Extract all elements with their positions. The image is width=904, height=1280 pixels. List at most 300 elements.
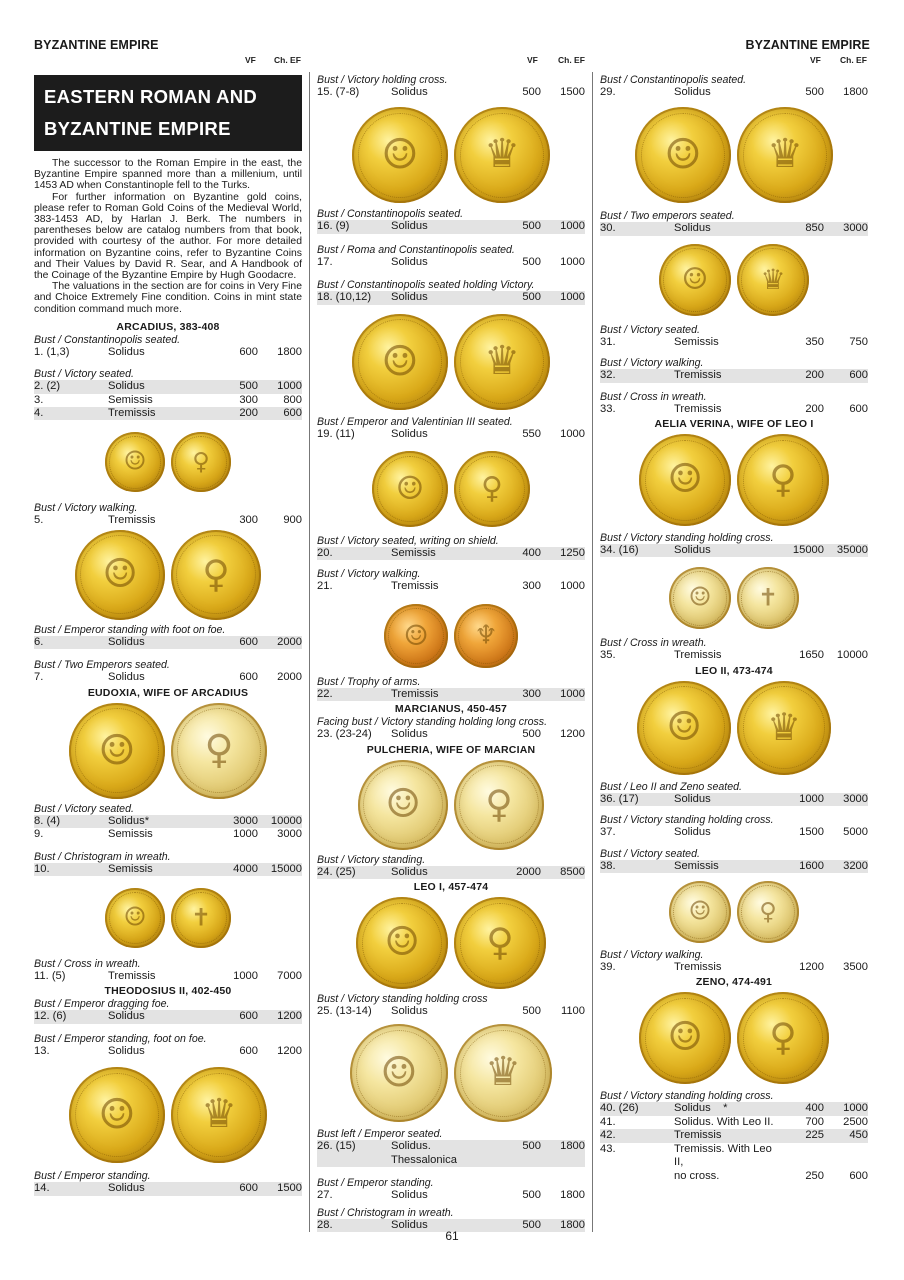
coin-description: Bust / Christogram in wreath. xyxy=(317,1206,454,1219)
price-vf: 1500 xyxy=(799,826,824,839)
denomination: Solidus* xyxy=(108,814,150,827)
catalog-number: 27. xyxy=(317,1189,333,1202)
coin-photo-pair xyxy=(317,107,585,203)
intro-paragraph-2: For further information on Byzantine gold coins, please refer to Roman Gold Coins of the Medieval World, 383-1453 AD, by Harlan J. Berk. The numbers in parentheses below are catalog numbers from that book, provided with courtesy of the author. For more detailed information on Byzantine coins, refer to Byzantine Coins and Their Values by David R. Sear, and A Handbook of the Coinage of the Byzantine Empire by Hugh Goodacre. xyxy=(34,191,302,282)
denomination: Solidus. With Leo II. xyxy=(674,1115,774,1128)
col2-vf-label: VF xyxy=(527,55,538,65)
denomination: Tremissis xyxy=(674,1129,722,1142)
denomination: Solidus xyxy=(108,671,145,684)
price-ef: 3000 xyxy=(843,222,868,235)
coin-obverse-image: ☺ xyxy=(356,897,448,989)
catalog-number: 41. xyxy=(600,1115,616,1128)
coin-photo-pair xyxy=(600,434,868,526)
column-3 xyxy=(600,74,868,1183)
coin-description: Bust / Cross in wreath. xyxy=(600,637,707,650)
table-row xyxy=(600,544,868,557)
denomination: Tremissis xyxy=(391,580,439,593)
denomination-continued: no cross. xyxy=(674,1169,720,1182)
coin-description: Bust / Victory standing holding cross xyxy=(317,993,488,1006)
coin-obverse-image: ☺ xyxy=(635,107,731,203)
catalog-number: 26. (15) xyxy=(317,1140,356,1153)
price-vf: 3000 xyxy=(233,814,258,827)
coin-obverse-image: ☺ xyxy=(659,244,731,316)
coin-description: Bust / Emperor standing. xyxy=(34,1170,151,1183)
coin-description: Bust / Two Emperors seated. xyxy=(34,659,170,672)
catalog-number: 31. xyxy=(600,335,616,348)
table-row xyxy=(600,403,868,416)
price-vf: 300 xyxy=(522,687,541,700)
ruler-heading: MARCIANUS, 450-457 xyxy=(394,703,508,716)
catalog-number: 16. (9) xyxy=(317,220,350,233)
coin-obverse-image: ☺ xyxy=(352,314,448,410)
table-row xyxy=(317,866,585,879)
coin-photo-pair xyxy=(600,992,868,1084)
catalog-number: 38. xyxy=(600,859,616,872)
price-vf: 300 xyxy=(239,393,258,406)
table-row xyxy=(600,1170,868,1183)
coin-description: Facing bust / Victory standing holding long cross. xyxy=(317,716,548,729)
ruler-heading: AELIA VERINA, WIFE OF LEO I xyxy=(654,418,814,431)
col1-ef-label: Ch. EF xyxy=(274,55,301,65)
denomination: Solidus xyxy=(674,86,711,98)
price-ef: 2000 xyxy=(277,671,302,684)
price-ef: 600 xyxy=(849,402,868,415)
table-row xyxy=(600,1129,868,1142)
price-vf: 1600 xyxy=(799,859,824,872)
catalog-number: 21. xyxy=(317,580,333,593)
coin-description: Bust / Victory walking. xyxy=(600,357,704,370)
price-ef: 450 xyxy=(849,1129,868,1142)
price-ef: 1500 xyxy=(277,1182,302,1195)
catalog-number: 1. (1,3) xyxy=(34,345,70,358)
catalog-number: 34. (16) xyxy=(600,544,639,557)
coin-description: Bust / Victory seated. xyxy=(34,802,134,815)
catalog-number: 25. (13-14) xyxy=(317,1005,372,1018)
table-row xyxy=(317,220,585,233)
coin-description: Bust / Emperor standing. xyxy=(317,1177,434,1190)
catalog-number: 36. (17) xyxy=(600,792,639,805)
coin-reverse-image: ✝ xyxy=(737,567,799,629)
catalog-number: 30. xyxy=(600,222,616,235)
price-ef: 2000 xyxy=(277,635,302,648)
price-ef: 1000 xyxy=(277,380,302,393)
coin-photo-pair xyxy=(34,530,302,620)
coin-description: Bust / Christogram in wreath. xyxy=(34,850,171,863)
table-row xyxy=(34,1010,302,1023)
coin-reverse-image: ♀ xyxy=(737,881,799,943)
table-row xyxy=(600,649,868,662)
price-ef: 1000 xyxy=(560,291,585,304)
table-row xyxy=(600,961,868,974)
ruler-heading: ARCADIUS, 383-408 xyxy=(116,320,220,333)
price-ef: 1100 xyxy=(560,1005,585,1018)
price-ef: 800 xyxy=(283,393,302,406)
denomination: Solidus xyxy=(674,792,711,805)
catalog-number: 39. xyxy=(600,961,616,974)
ruler-heading: LEO II, 473-474 xyxy=(695,664,773,677)
coin-photo-pair xyxy=(34,432,302,492)
price-ef: 2500 xyxy=(843,1115,868,1128)
coin-description: Bust / Victory walking. xyxy=(600,949,704,962)
denomination: Tremissis xyxy=(674,961,722,974)
coin-obverse-image: ☺ xyxy=(69,1067,165,1163)
coin-photo-pair xyxy=(34,888,302,948)
coin-obverse-image: ☺ xyxy=(105,888,165,948)
coin-photo-pair xyxy=(600,107,868,203)
price-vf: 700 xyxy=(805,1115,824,1128)
price-ef: 5000 xyxy=(843,826,868,839)
table-row xyxy=(600,1102,868,1115)
ruler-heading: EUDOXIA, WIFE OF ARCADIUS xyxy=(87,686,249,699)
price-ef: 1800 xyxy=(843,86,868,98)
price-ef: 1800 xyxy=(560,1140,585,1153)
table-row xyxy=(600,369,868,382)
price-vf: 600 xyxy=(239,635,258,648)
coin-obverse-image: ☺ xyxy=(372,451,448,527)
catalog-number: 9. xyxy=(34,828,44,841)
table-row xyxy=(600,793,868,806)
catalog-number: 28. xyxy=(317,1218,333,1231)
coin-reverse-image: ♛ xyxy=(171,1067,267,1163)
ruler-heading: THEODOSIUS II, 402-450 xyxy=(104,985,232,998)
running-head-left: BYZANTINE EMPIRE xyxy=(34,38,159,52)
denomination: Tremissis. With Leo II, xyxy=(674,1142,772,1169)
denomination: Solidus xyxy=(108,1044,145,1057)
coin-reverse-image: ♛ xyxy=(737,107,833,203)
coin-reverse-image: ♛ xyxy=(454,107,550,203)
table-row xyxy=(34,394,302,407)
table-row xyxy=(600,1143,868,1170)
price-vf: 225 xyxy=(805,1129,824,1142)
table-row xyxy=(317,580,585,593)
price-vf: 15000 xyxy=(792,544,824,557)
price-vf: 300 xyxy=(522,580,541,593)
denomination: Solidus xyxy=(391,86,428,98)
price-vf: 600 xyxy=(239,1044,258,1057)
price-vf: 600 xyxy=(239,1182,258,1195)
coin-description: Bust / Constantinopolis seated. xyxy=(600,74,747,86)
price-vf: 250 xyxy=(805,1169,824,1182)
denomination: Solidus. Thessalonica xyxy=(391,1140,457,1166)
coin-description: Bust / Leo II and Zeno seated. xyxy=(600,780,742,793)
denomination: Solidus xyxy=(391,865,428,878)
denomination: Solidus xyxy=(391,1005,428,1018)
table-row xyxy=(317,86,585,99)
denomination: Solidus xyxy=(391,728,428,741)
table-row xyxy=(317,1189,585,1202)
coin-reverse-image: ♛ xyxy=(737,244,809,316)
price-vf: 500 xyxy=(522,1005,541,1018)
coin-obverse-image: ☺ xyxy=(637,681,731,775)
table-row xyxy=(34,815,302,828)
col2-ef-label: Ch. EF xyxy=(558,55,585,65)
coin-description: Bust / Victory seated. xyxy=(600,323,700,336)
coin-photo-pair xyxy=(317,1024,585,1122)
price-ef: 1200 xyxy=(277,1044,302,1057)
price-ef: 600 xyxy=(849,1169,868,1182)
price-ef: 3200 xyxy=(843,859,868,872)
coin-description: Bust / Victory walking. xyxy=(317,568,421,581)
coin-description: Bust / Victory standing holding cross. xyxy=(600,532,774,545)
coin-description: Bust / Cross in wreath. xyxy=(600,390,707,403)
catalog-number: 42. xyxy=(600,1129,616,1142)
denomination: Semissis xyxy=(108,862,153,875)
coin-reverse-image: ✝ xyxy=(171,888,231,948)
price-ef: 1250 xyxy=(560,547,585,560)
denomination: Solidus * xyxy=(674,1102,728,1115)
col3-ef-label: Ch. EF xyxy=(840,55,867,65)
catalog-number: 13. xyxy=(34,1044,50,1057)
coin-reverse-image: ♛ xyxy=(454,314,550,410)
price-ef: 900 xyxy=(283,514,302,527)
catalog-number: 24. (25) xyxy=(317,865,356,878)
table-row xyxy=(600,336,868,349)
denomination: Solidus xyxy=(391,220,428,233)
coin-reverse-image: ♛ xyxy=(737,681,831,775)
price-vf: 500 xyxy=(805,86,824,98)
coin-reverse-image: ♆ xyxy=(454,604,518,668)
denomination: Semissis xyxy=(108,828,153,841)
catalog-number: 40. (26) xyxy=(600,1102,639,1115)
price-vf: 500 xyxy=(239,380,258,393)
table-row xyxy=(600,860,868,873)
coin-description: Bust / Emperor dragging foe. xyxy=(34,998,170,1011)
coin-description: Bust / Trophy of arms. xyxy=(317,675,421,688)
catalog-number: 37. xyxy=(600,826,616,839)
coin-photo-pair xyxy=(317,604,585,668)
catalog-number: 3. xyxy=(34,393,44,406)
table-row xyxy=(34,407,302,420)
denomination: Semissis xyxy=(674,859,719,872)
denomination: Semissis xyxy=(391,547,436,560)
ruler-heading: ZENO, 474-491 xyxy=(695,976,773,989)
denomination: Solidus xyxy=(391,291,428,304)
price-vf: 500 xyxy=(522,1140,541,1153)
table-row xyxy=(34,671,302,684)
coin-reverse-image: ♀ xyxy=(171,530,261,620)
coin-reverse-image: ♀ xyxy=(171,703,267,799)
price-vf: 600 xyxy=(239,345,258,358)
table-row xyxy=(600,86,868,99)
coin-description: Bust / Roma and Constantinopolis seated. xyxy=(317,243,515,256)
catalog-number: 17. xyxy=(317,255,333,268)
price-ef: 1200 xyxy=(277,1010,302,1023)
coin-photo-pair xyxy=(600,244,868,316)
price-ef: 1800 xyxy=(277,345,302,358)
catalog-number: 7. xyxy=(34,671,44,684)
table-row xyxy=(317,1140,585,1167)
table-row xyxy=(34,1045,302,1058)
section-title xyxy=(34,75,302,151)
table-row xyxy=(34,828,302,841)
price-vf: 300 xyxy=(239,514,258,527)
table-row xyxy=(317,547,585,560)
denomination: Tremissis xyxy=(674,402,722,415)
catalog-number: 5. xyxy=(34,514,44,527)
coin-obverse-image: ☺ xyxy=(358,760,448,850)
catalog-number: 22. xyxy=(317,687,333,700)
coin-photo-pair xyxy=(317,760,585,850)
price-vf: 850 xyxy=(805,222,824,235)
catalog-number: 18. (10,12) xyxy=(317,291,372,304)
price-vf: 2000 xyxy=(516,865,541,878)
column-1 xyxy=(34,50,302,1196)
denomination: Tremissis xyxy=(108,514,156,527)
price-ef: 35000 xyxy=(836,544,868,557)
table-row xyxy=(317,688,585,701)
denomination: Solidus xyxy=(108,1010,145,1023)
coin-description: Bust / Constantinopolis seated holding Victory. xyxy=(317,279,535,292)
coin-reverse-image: ♀ xyxy=(454,897,546,989)
price-vf: 500 xyxy=(522,255,541,268)
table-row xyxy=(34,970,302,983)
coin-reverse-image: ♀ xyxy=(737,992,829,1084)
denomination: Solidus xyxy=(674,222,711,235)
column-2 xyxy=(317,74,585,1232)
catalog-number: 33. xyxy=(600,402,616,415)
coin-photo-pair xyxy=(600,881,868,943)
price-vf: 500 xyxy=(522,291,541,304)
table-row xyxy=(317,1005,585,1018)
catalog-number: 6. xyxy=(34,635,44,648)
coin-obverse-image: ☺ xyxy=(69,703,165,799)
coin-description: Bust / Emperor standing, foot on foe. xyxy=(34,1032,207,1045)
coin-photo-pair xyxy=(600,681,868,775)
price-ef: 600 xyxy=(283,407,302,420)
catalog-number: 8. (4) xyxy=(34,814,61,827)
price-vf: 4000 xyxy=(233,862,258,875)
table-row xyxy=(317,256,585,269)
coin-obverse-image: ☺ xyxy=(669,881,731,943)
coin-obverse-image: ☺ xyxy=(639,992,731,1084)
price-ef: 1800 xyxy=(560,1218,585,1231)
coin-photo-pair xyxy=(34,1067,302,1163)
coin-obverse-image: ☺ xyxy=(75,530,165,620)
col1-vf-label: VF xyxy=(245,55,256,65)
table-row xyxy=(34,1182,302,1195)
denomination: Solidus xyxy=(108,345,145,358)
price-ef: 1000 xyxy=(843,1102,868,1115)
coin-photo-pair xyxy=(317,897,585,989)
column-divider-2 xyxy=(592,72,593,1232)
table-row xyxy=(600,826,868,839)
intro-paragraph-1: The successor to the Roman Empire in the east, the Byzantine Empire spanned more than a millenium, until 1453 AD when Constantinople fell to the Turks. xyxy=(34,158,302,192)
price-ef: 1000 xyxy=(560,687,585,700)
title-line-1: EASTERN ROMAN AND xyxy=(44,86,258,107)
table-row xyxy=(34,380,302,393)
catalog-number: 32. xyxy=(600,369,616,382)
coin-photo-pair xyxy=(317,314,585,410)
catalog-number: 4. xyxy=(34,407,44,420)
denomination: Solidus xyxy=(108,380,145,393)
denomination: Solidus xyxy=(391,1189,428,1202)
coin-photo-pair xyxy=(317,451,585,527)
col3-vf-label: VF xyxy=(810,55,821,65)
ruler-heading: PULCHERIA, WIFE OF MARCIAN xyxy=(366,743,536,756)
catalog-number: 2. (2) xyxy=(34,380,61,393)
catalog-number: 10. xyxy=(34,862,50,875)
price-ef: 1000 xyxy=(560,255,585,268)
title-line-2: BYZANTINE EMPIRE xyxy=(44,118,231,139)
catalog-number: 11. (5) xyxy=(34,969,66,982)
table-row xyxy=(317,728,585,741)
intro-text xyxy=(34,158,302,315)
coin-reverse-image: ♀ xyxy=(454,760,544,850)
table-row xyxy=(34,514,302,527)
price-ef: 1200 xyxy=(560,728,585,741)
table-row xyxy=(34,636,302,649)
catalog-number: 29. xyxy=(600,86,616,98)
table-row xyxy=(317,291,585,304)
price-vf: 1000 xyxy=(799,792,824,805)
price-vf: 1000 xyxy=(233,828,258,841)
ruler-heading: LEO I, 457-474 xyxy=(413,881,489,894)
column-divider-1 xyxy=(309,72,310,1232)
denomination: Semissis xyxy=(108,393,153,406)
coin-description: Bust / Constantinopolis seated. xyxy=(34,333,181,346)
coin-description: Bust / Constantinopolis seated. xyxy=(317,208,464,221)
price-vf: 1200 xyxy=(799,961,824,974)
price-ef: 750 xyxy=(849,335,868,348)
price-vf: 500 xyxy=(522,220,541,233)
denomination: Solidus xyxy=(108,635,145,648)
denomination: Solidus xyxy=(674,544,711,557)
denomination: Solidus xyxy=(674,826,711,839)
price-ef: 7000 xyxy=(277,969,302,982)
coin-reverse-image: ♛ xyxy=(454,1024,552,1122)
price-ef: 1500 xyxy=(560,86,585,98)
catalog-number: 15. (7-8) xyxy=(317,86,360,98)
price-vf: 500 xyxy=(522,1189,541,1202)
denomination: Solidus xyxy=(391,1218,428,1231)
denomination: Tremissis xyxy=(674,649,722,662)
coin-description: Bust / Two emperors seated. xyxy=(600,210,735,223)
coin-description: Bust / Victory seated. xyxy=(600,847,700,860)
price-ef: 1000 xyxy=(560,580,585,593)
coin-description: Bust / Victory walking. xyxy=(34,502,138,515)
coin-obverse-image: ☺ xyxy=(669,567,731,629)
coin-description: Bust / Victory standing. xyxy=(317,853,426,866)
price-vf: 500 xyxy=(522,728,541,741)
table-row xyxy=(600,1116,868,1129)
table-row xyxy=(34,863,302,876)
page-number: 61 xyxy=(445,1229,459,1243)
price-vf: 1000 xyxy=(233,969,258,982)
catalog-number: 19. (11) xyxy=(317,427,355,440)
coin-obverse-image: ☺ xyxy=(350,1024,448,1122)
coin-description: Bust / Cross in wreath. xyxy=(34,957,141,970)
price-ef: 1800 xyxy=(560,1189,585,1202)
catalog-number: 20. xyxy=(317,547,333,560)
coin-obverse-image: ☺ xyxy=(105,432,165,492)
price-ef: 10000 xyxy=(836,649,868,662)
price-vf: 600 xyxy=(239,671,258,684)
price-ef: 1000 xyxy=(560,427,585,440)
price-ef: 1000 xyxy=(560,220,585,233)
price-ef: 3000 xyxy=(843,792,868,805)
price-vf: 500 xyxy=(522,86,541,98)
price-vf: 350 xyxy=(805,335,824,348)
price-vf: 400 xyxy=(805,1102,824,1115)
table-row xyxy=(34,346,302,359)
catalog-number: 23. (23-24) xyxy=(317,728,372,741)
price-vf: 600 xyxy=(239,1010,258,1023)
coin-description: Bust / Emperor and Valentinian III seated. xyxy=(317,415,513,428)
price-vf: 500 xyxy=(522,1218,541,1231)
catalog-number: 14. xyxy=(34,1182,50,1195)
catalog-number: 12. (6) xyxy=(34,1010,67,1023)
price-vf: 200 xyxy=(805,402,824,415)
